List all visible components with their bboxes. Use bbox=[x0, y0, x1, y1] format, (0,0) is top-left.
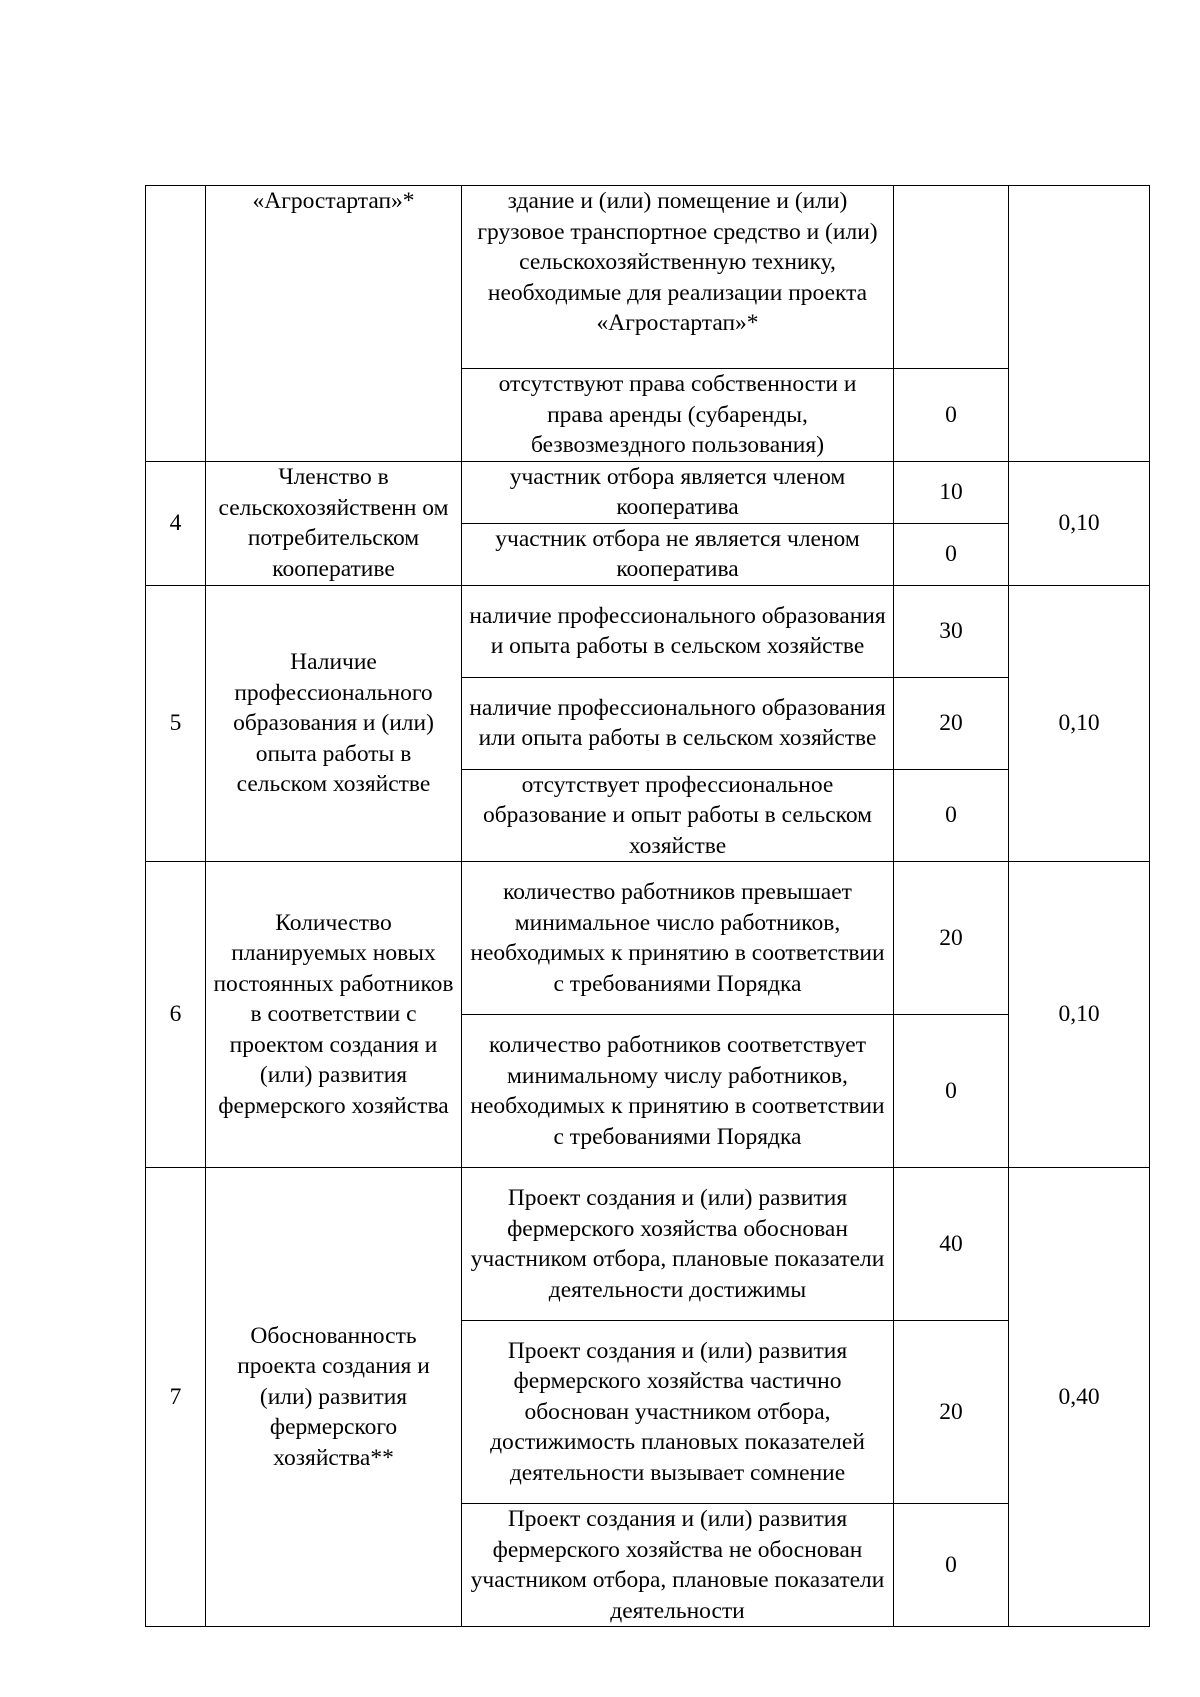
criterion-cell: Членство в сельскохозяйственн ом потребительском кооперативе bbox=[206, 461, 462, 585]
weight-cell: 0,10 bbox=[1009, 585, 1150, 862]
weight-cell: 0,40 bbox=[1009, 1168, 1150, 1627]
condition-cell: отсутствуют права собственности и права аренды (субаренды, безвозмездного пользования) bbox=[462, 369, 894, 462]
weight-cell bbox=[1009, 186, 1150, 462]
table-row bbox=[146, 1168, 1150, 1321]
criterion-cell: Количество планируемых новых постоянных работников в соответствии с проектом создания и (или) развития фермерского хозяйства bbox=[206, 862, 462, 1168]
table-row bbox=[146, 862, 1150, 1015]
condition-cell: Проект создания и (или) развития фермерского хозяйства обоснован участником отбора, плановые показатели деятельности достижимы bbox=[462, 1168, 894, 1321]
score-cell: 0 bbox=[894, 1504, 1009, 1627]
row-number-cell bbox=[146, 186, 206, 462]
row-number-cell: 6 bbox=[146, 862, 206, 1168]
score-cell: 40 bbox=[894, 1168, 1009, 1321]
table-row bbox=[146, 461, 1150, 523]
weight-cell: 0,10 bbox=[1009, 862, 1150, 1168]
score-cell: 0 bbox=[894, 523, 1009, 585]
table-row bbox=[146, 186, 1150, 369]
condition-cell: отсутствует профессиональное образование и опыт работы в сельском хозяйстве bbox=[462, 769, 894, 862]
condition-cell: участник отбора является членом кооператива bbox=[462, 461, 894, 523]
row-number-cell: 7 bbox=[146, 1168, 206, 1627]
score-cell: 30 bbox=[894, 585, 1009, 677]
criterion-cell: Наличие профессионального образования и (или) опыта работы в сельском хозяйстве bbox=[206, 585, 462, 862]
condition-cell: наличие профессионального образования и опыта работы в сельском хозяйстве bbox=[462, 585, 894, 677]
condition-cell: количество работников соответствует минимальному числу работников, необходимых к принятию в соответствии с требованиями Порядка bbox=[462, 1015, 894, 1168]
table-row bbox=[146, 585, 1150, 677]
row-number-cell: 5 bbox=[146, 585, 206, 862]
row-number-cell: 4 bbox=[146, 461, 206, 585]
condition-cell: здание и (или) помещение и (или) грузовое транспортное средство и (или) сельскохозяйственную технику, необходимые для реализации проекта «Агростартап»* bbox=[462, 186, 894, 369]
score-cell bbox=[894, 186, 1009, 369]
condition-cell: Проект создания и (или) развития фермерского хозяйства не обоснован участником отбора, плановые показатели деятельности bbox=[462, 1504, 894, 1627]
score-cell: 20 bbox=[894, 677, 1009, 769]
condition-cell: количество работников превышает минимальное число работников, необходимых к принятию в соответствии с требованиями Порядка bbox=[462, 862, 894, 1015]
score-cell: 0 bbox=[894, 769, 1009, 862]
score-cell: 10 bbox=[894, 461, 1009, 523]
score-cell: 0 bbox=[894, 1015, 1009, 1168]
weight-cell: 0,10 bbox=[1009, 461, 1150, 585]
score-cell: 20 bbox=[894, 1321, 1009, 1504]
score-cell: 0 bbox=[894, 369, 1009, 462]
criterion-cell: «Агростартап»* bbox=[206, 186, 462, 462]
condition-cell: наличие профессионального образования или опыта работы в сельском хозяйстве bbox=[462, 677, 894, 769]
score-cell: 20 bbox=[894, 862, 1009, 1015]
condition-cell: участник отбора не является членом кооператива bbox=[462, 523, 894, 585]
criteria-table bbox=[145, 185, 1150, 1627]
criterion-cell: Обоснованность проекта создания и (или) развития фермерского хозяйства** bbox=[206, 1168, 462, 1627]
condition-cell: Проект создания и (или) развития фермерского хозяйства частично обоснован участником отбора, достижимость плановых показателей деятельности вызывает сомнение bbox=[462, 1321, 894, 1504]
